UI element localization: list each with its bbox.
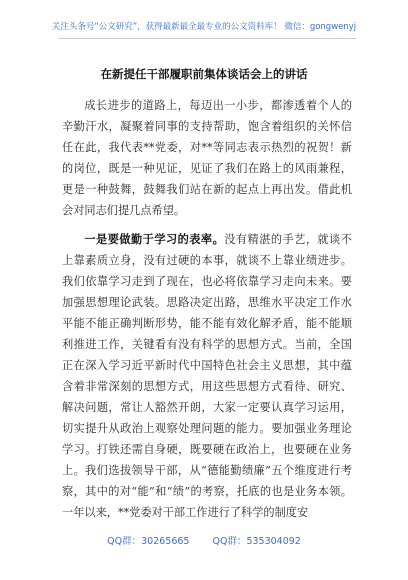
paragraph-study bbox=[62, 229, 352, 523]
paragraph-intro: 成长进步的道路上，每迈出一小步，都渗透着个人的辛勤汗水，凝聚着同事的支持帮助，饱含着组织的关怀信任在此，我代表**党委，对**等同志表示热烈的祝贺！新的岗位，既是一种见证，见证了我们在路上的风雨兼程，更是一种鼓舞，鼓舞我们站在新的起点上再出发。借此机会对同志们提几点希望。 bbox=[62, 99, 352, 217]
paragraph-study-body: 没有精湛的手艺，就谈不上靠素质立身，没有过硬的本事，就谈不上靠业绩进步。我们依靠学习走到了现在，也必将依靠学习走向未来。要加强思想理论武装。思路决定出路，思维水平决定工作水平能不能正确判断形势，能不能有效化解矛盾，能不能顺利推进工作，关键看有没有科学的思想方式。当前，全国正在深入学习近平新时代中国特色社会主义思想，其中蕴含着非常深刻的思想方式，用这些思想方式看待、研究、解决问题，常让人豁然开朗，大家一定要认真学习运用，切实提升从政治上观察处理问题的能力。要加强业务理论学习。打铁还需自身硬，既要硬在政治上，也要硬在业务上。我们选拔领导干部，从“德能勤绩廉”五个维度进行考察，其中的对“能”和“绩”的考察，托底的也是业务本领。一年以来，**党委对干部工作进行了科学的制度安 bbox=[62, 233, 352, 519]
footer-qq-group-1: QQ群：30265665 bbox=[107, 536, 190, 547]
promo-banner: 关注头条号“公文研究”，获得最新最全最专业的公文资料库！ 微信：gongwenyj bbox=[51, 22, 357, 32]
footer-contact bbox=[0, 533, 408, 547]
document-body bbox=[62, 95, 352, 523]
footer-qq-group-2: QQ群：535304092 bbox=[212, 536, 301, 547]
paragraph-lead: 一是要做勤于学习的表率。 bbox=[84, 233, 225, 246]
header-divider bbox=[58, 38, 356, 39]
document-title: 在新提任干部履职前集体谈话会上的讲话 bbox=[100, 67, 308, 81]
